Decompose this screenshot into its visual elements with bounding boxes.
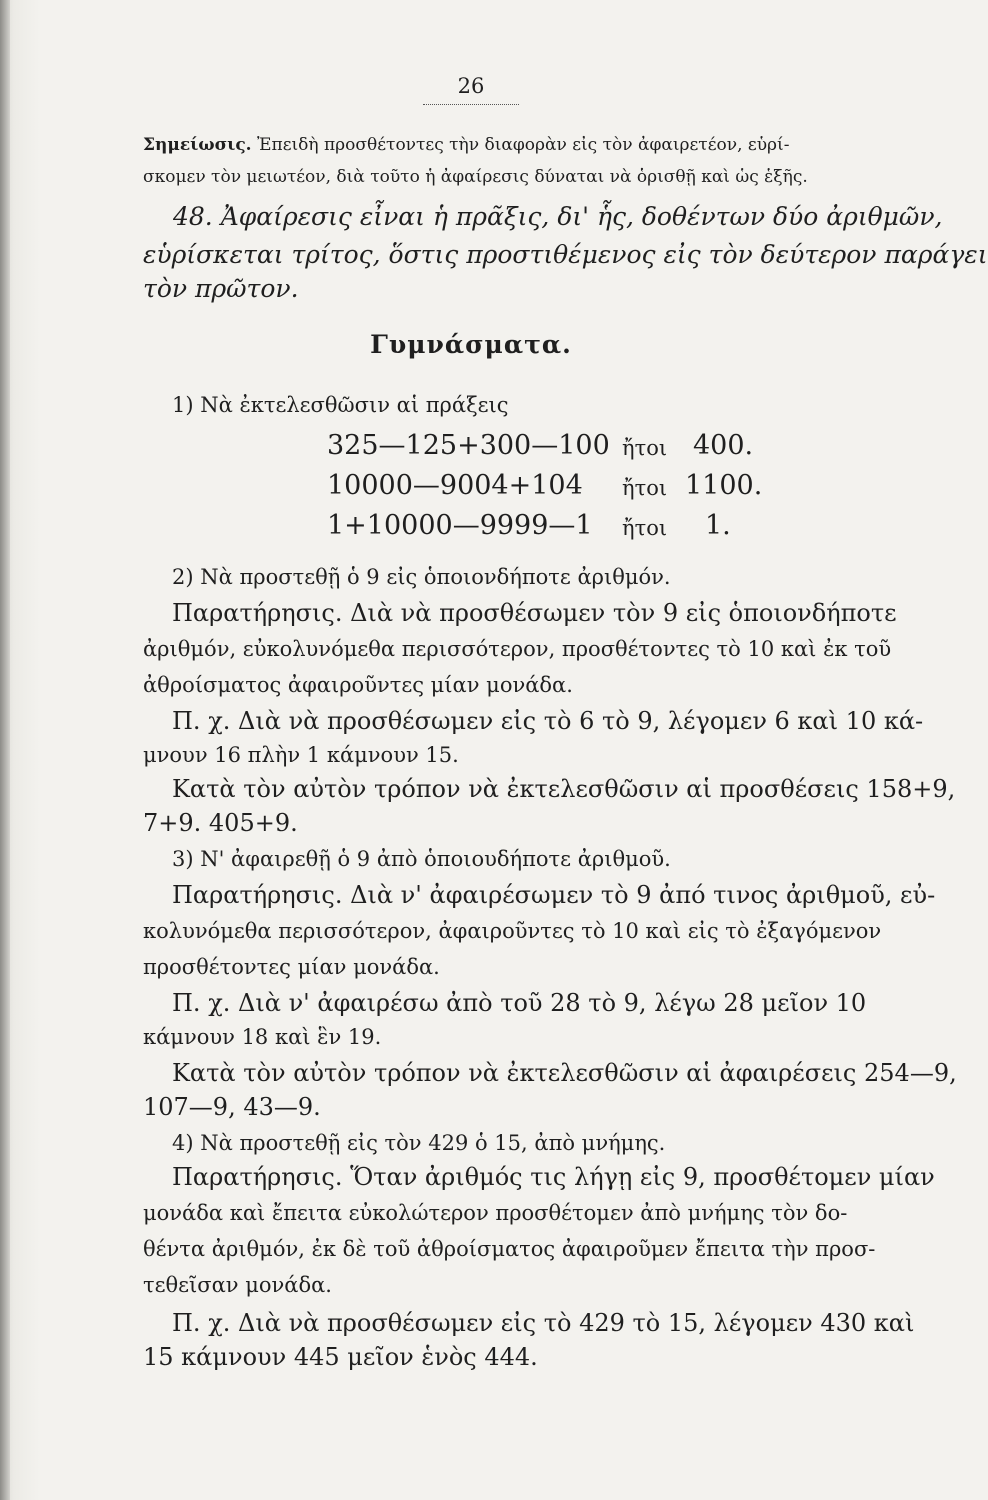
- ex1-result-1: 400.: [693, 430, 754, 461]
- ex3-observation-1: Παρατήρησις. Διὰ ν' ἀφαιρέσωμεν τὸ 9 ἀπό τινος ἀριθμοῦ, εὐ-: [172, 881, 936, 909]
- ex4-observation-3: θέντα ἀριθμόν, ἐκ δὲ τοῦ ἀθροίσματος ἀφαιροῦμεν ἔπειτα τὴν προσ-: [143, 1237, 876, 1261]
- ex2-same-way-2: 7+9. 405+9.: [143, 809, 298, 837]
- ex3-observation-2: κολυνόμεθα περισσότερον, ἀφαιροῦντες τὸ 10 καὶ εἰς τὸ ἐξαγόμενον: [143, 919, 882, 943]
- ex4-example-1: Π. χ. Διὰ νὰ προσθέσωμεν εἰς τὸ 429 τὸ 15, λέγομεν 430 καὶ: [172, 1309, 915, 1337]
- exercises-heading: Γυμνάσματα.: [370, 330, 572, 359]
- page-number: 26: [457, 74, 485, 98]
- ex3-same-way-1: Κατὰ τὸν αὐτὸν τρόπον νὰ ἐκτελεσθῶσιν αἱ ἀφαιρέσεις 254—9,: [172, 1059, 957, 1087]
- note-text-1: Ἐπειδὴ προσθέτοντες τὴν διαφορὰν εἰς τὸν ἀφαιρετέον, εὑρί-: [257, 135, 790, 155]
- definition-line-3: τὸν πρῶτον.: [143, 274, 299, 303]
- definition-line-1: 48. Ἀφαίρεσις εἶναι ἡ πρᾶξις, δι' ἧς, δοθέντων δύο ἀριθμῶν,: [173, 202, 943, 231]
- ex2-same-way-1: Κατὰ τὸν αὐτὸν τρόπον νὰ ἐκτελεσθῶσιν αἱ προσθέσεις 158+9,: [172, 775, 956, 803]
- ex1-expr-3: 1+10000—9999—1: [327, 510, 593, 541]
- ex1-result-2: 1100.: [685, 470, 763, 501]
- ex1-title: 1) Νὰ ἐκτελεσθῶσιν αἱ πράξεις: [172, 393, 509, 417]
- page-number-rule: [423, 104, 519, 105]
- page-spine-shadow: [0, 0, 10, 1500]
- ex4-observation-1: Παρατήρησις. Ὅταν ἀριθμός τις λήγῃ εἰς 9, προσθέτομεν μίαν: [172, 1163, 935, 1191]
- ex3-example-1: Π. χ. Διὰ ν' ἀφαιρέσω ἀπὸ τοῦ 28 τὸ 9, λέγω 28 μεῖον 10: [172, 989, 867, 1017]
- ex1-word-2: ἤτοι: [622, 476, 668, 500]
- ex4-example-2: 15 κάμνουν 445 μεῖον ἑνὸς 444.: [143, 1343, 538, 1371]
- ex1-word-1: ἤτοι: [622, 436, 668, 460]
- ex2-example-2: μνουν 16 πλὴν 1 κάμνουν 15.: [143, 743, 459, 767]
- ex1-expr-1: 325—125+300—100: [327, 430, 610, 461]
- note-line-1: [143, 128, 895, 162]
- ex3-same-way-2: 107—9, 43—9.: [143, 1093, 321, 1121]
- ex2-observation-1: Παρατήρησις. Διὰ νὰ προσθέσωμεν τὸν 9 εἰς ὁποιονδήποτε: [172, 599, 897, 627]
- ex3-title: 3) Ν' ἀφαιρεθῇ ὁ 9 ἀπὸ ὁποιουδήποτε ἀριθμοῦ.: [172, 847, 671, 871]
- ex2-example-1: Π. χ. Διὰ νὰ προσθέσωμεν εἰς τὸ 6 τὸ 9, λέγομεν 6 καὶ 10 κά-: [172, 707, 924, 735]
- ex4-observation-2: μονάδα καὶ ἔπειτα εὐκολώτερον προσθέτομεν ἀπὸ μνήμης τὸν δο-: [143, 1201, 848, 1225]
- ex1-word-3: ἤτοι: [622, 516, 668, 540]
- ex3-observation-3: προσθέτοντες μίαν μονάδα.: [143, 955, 440, 979]
- ex3-example-2: κάμνουν 18 καὶ ἓν 19.: [143, 1025, 382, 1049]
- ex4-observation-4: τεθεῖσαν μονάδα.: [143, 1273, 332, 1297]
- note-label: Σημείωσις.: [143, 135, 252, 155]
- ex1-result-3: 1.: [705, 510, 731, 541]
- ex2-observation-2: ἀριθμόν, εὐκολυνόμεθα περισσότερον, προσθέτοντες τὸ 10 καὶ ἐκ τοῦ: [143, 637, 892, 661]
- definition-line-2: εὑρίσκεται τρίτος, ὅστις προστιθέμενος εἰς τὸν δεύτερον παράγει: [143, 240, 988, 269]
- note-line-2: σκομεν τὸν μειωτέον, διὰ τοῦτο ἡ ἀφαίρεσις δύναται νὰ ὁρισθῇ καὶ ὡς ἑξῆς.: [143, 167, 808, 187]
- ex2-title: 2) Νὰ προστεθῇ ὁ 9 εἰς ὁποιονδήποτε ἀριθμόν.: [172, 565, 671, 589]
- ex1-expr-2: 10000—9004+104: [327, 470, 583, 501]
- ex2-observation-3: ἀθροίσματος ἀφαιροῦντες μίαν μονάδα.: [143, 673, 573, 697]
- ex4-title: 4) Νὰ προστεθῇ εἰς τὸν 429 ὁ 15, ἀπὸ μνήμης.: [172, 1131, 666, 1155]
